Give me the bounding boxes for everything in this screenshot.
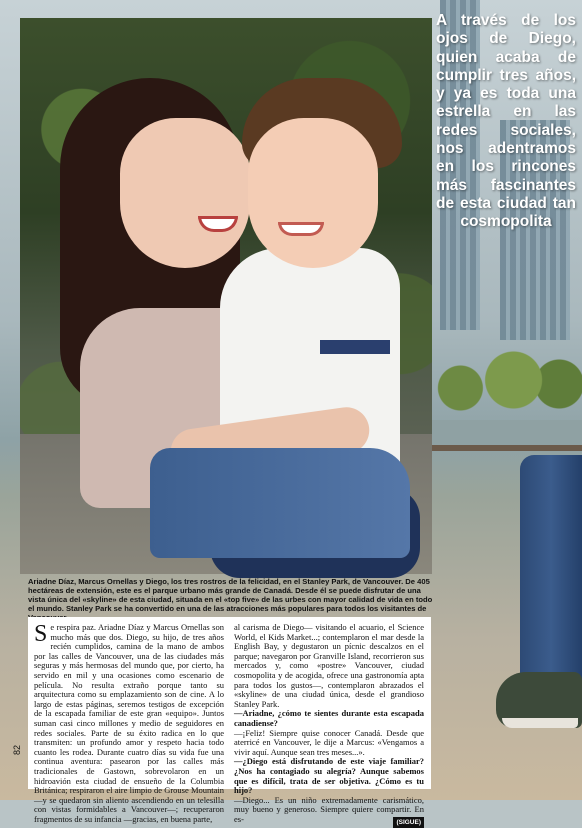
article-paragraph: al carisma de Diego— visitando el acuario, el Science World, el Kids Market...; contemplaron el mar desde la English Bay, y degustaron un pícnic descalzos en el parque; navegaron por Granville Island, recorrieron sus mercados y, como «postre» Vancouver, ciudad cosmopolita y de acogida, ofrece una gastronomía apta para todos los gustos—, contemplaron abrazados el «skyline» de una ciudad única, desde el grandioso Stanley Park. bbox=[234, 622, 424, 709]
railing bbox=[430, 445, 582, 451]
park-trees bbox=[430, 340, 582, 420]
continue-marker: (SIGUE) bbox=[393, 817, 424, 828]
page-number: 82 bbox=[12, 744, 23, 756]
family-photo bbox=[20, 18, 432, 574]
interview-answer: —Diego... Es un niño extremadamente carismático, muy bueno y generoso. Siempre quiere compartir. En es- bbox=[234, 794, 424, 824]
shirt-stripe bbox=[320, 340, 390, 354]
article-column-1 bbox=[34, 621, 224, 824]
article-paragraph: e respira paz. Ariadne Díaz y Marcus Ornellas son mucho más que dos. Diego, su hijo, de tres años recién cumplidos, camina de la mano de ambos por las calles de Vancouver, una de las ciudades más seguras y más hermosas del mundo que, por cierto, ha servido en mil y una ocasiones como escenario de película. No resulta extraño porque tanto su arquitectura como su emplazamiento son de cine. A lo largo de estas páginas, seremos testigos de excepción de la escapada familiar de este gran «equipo». Juntos suman casi cinco millones y medio de seguidores en redes sociales. Parte de su éxito radica en lo que transmiten: un profundo amor y respeto hacia todo cuanto les rodea. Durante cuatro días su vida fue una continua aventura: pasearon por las calles más tradicionales de Gastown, sobrevolaron en un hidroavión esta ciudad de ensueño de la Columbia Británica; respiraron el aire limpio de Grouse Mountain —y se quedaron sin aliento ascendiendo en un telesilla con vistas formidables a Vancouver—; recuperaron fragmentos de su infancia —gracias, en buena parte, bbox=[34, 622, 224, 824]
water bbox=[430, 420, 582, 445]
interview-answer: —¡Feliz! Siempre quise conocer Canadá. Desde que aterricé en Vancouver, le dije a Marcus: «Vengamos a vivir aquí. Aunque sean tres meses...». bbox=[234, 727, 424, 757]
article-column-2 bbox=[234, 622, 424, 826]
headline: A través de los ojos de Diego, quien acaba de cumplir tres años, y ya es toda una estrella en las redes sociales, nos adentramos en los rincones más fascinantes de esta ciudad tan cosmopolita bbox=[436, 12, 576, 231]
article-body bbox=[28, 617, 431, 826]
drop-cap: S bbox=[34, 621, 48, 647]
photo-caption: Ariadne Díaz, Marcus Ornellas y Diego, los tres rostros de la felicidad, en el Stanley Park, de Vancouver. De 405 hectáreas de extensión, este es el parque urbano más grande de Canadá. Desde él se puede disfrutar de una vista única del «skyline» de esta ciudad, situada en el «top five» de las urbes con mayor calidad de vida en todo el mundo. Stanley Park se ha convertido en una de las atracciones más populares para todos los visitantes de bbox=[28, 577, 433, 613]
interview-question: —¿Diego está disfrutando de este viaje familiar? ¿Nos ha contagiado su alegría? Aunque sabemos que es difícil, trata de ser objetiva. ¿Cómo es tu hijo? bbox=[234, 756, 424, 796]
boy-face bbox=[248, 118, 378, 268]
woman-face bbox=[120, 118, 250, 268]
boy-jeans bbox=[150, 448, 410, 558]
sneaker bbox=[496, 672, 582, 728]
boy-smile bbox=[278, 222, 324, 236]
interview-question: —Ariadne, ¿cómo te sientes durante esta escapada canadiense? bbox=[234, 708, 424, 728]
